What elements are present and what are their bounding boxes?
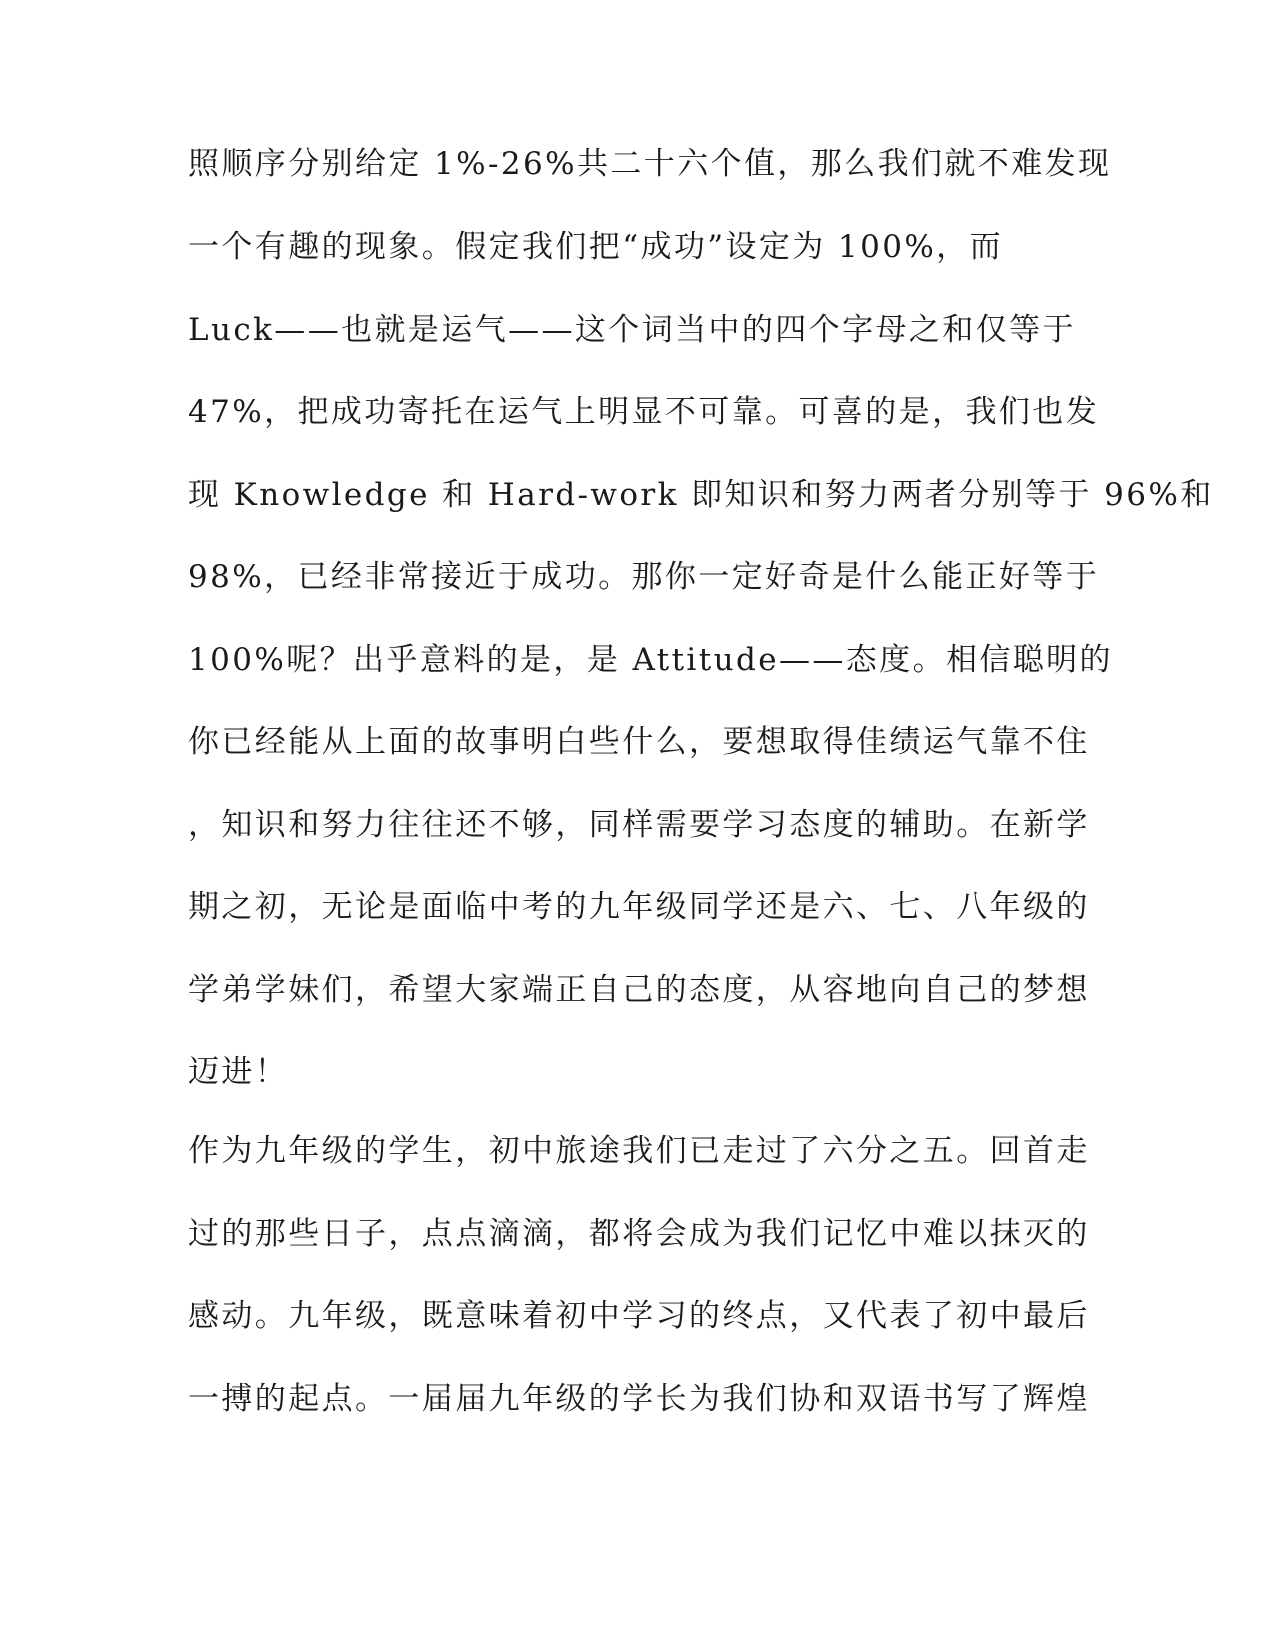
text-line: Luck——也就是运气——这个词当中的四个字母之和仅等于	[188, 312, 1076, 348]
text-line: 迈进！	[188, 1054, 289, 1090]
text-line: 100%呢？出乎意料的是，是 Attitude——态度。相信聪明的	[188, 642, 1113, 678]
text-line: 现 Knowledge 和 Hard-work 即知识和努力两者分别等于 96%和	[188, 477, 1214, 513]
text-line: 作为九年级的学生，初中旅途我们已走过了六分之五。回首走	[188, 1133, 1090, 1169]
text-line: 你已经能从上面的故事明白些什么，要想取得佳绩运气靠不住	[188, 724, 1090, 760]
text-line: 照顺序分别给定 1%-26%共二十六个值，那么我们就不难发现	[188, 146, 1112, 182]
text-line: 期之初，无论是面临中考的九年级同学还是六、七、八年级的	[188, 889, 1090, 925]
text-line: 过的那些日子，点点滴滴，都将会成为我们记忆中难以抹灭的	[188, 1216, 1090, 1252]
text-line: 学弟学妹们，希望大家端正自己的态度，从容地向自己的梦想	[188, 972, 1090, 1008]
text-line: 一搏的起点。一届届九年级的学长为我们协和双语书写了辉煌	[188, 1381, 1090, 1417]
text-line: 感动。九年级，既意味着初中学习的终点，又代表了初中最后	[188, 1298, 1090, 1334]
text-line: ，知识和努力往往还不够，同样需要学习态度的辅助。在新学	[188, 807, 1090, 843]
text-line: 一个有趣的现象。假定我们把“成功”设定为 100%，而	[188, 229, 1003, 265]
text-line: 98%，已经非常接近于成功。那你一定好奇是什么能正好等于	[188, 559, 1100, 595]
text-line: 47%，把成功寄托在运气上明显不可靠。可喜的是，我们也发	[188, 394, 1100, 430]
